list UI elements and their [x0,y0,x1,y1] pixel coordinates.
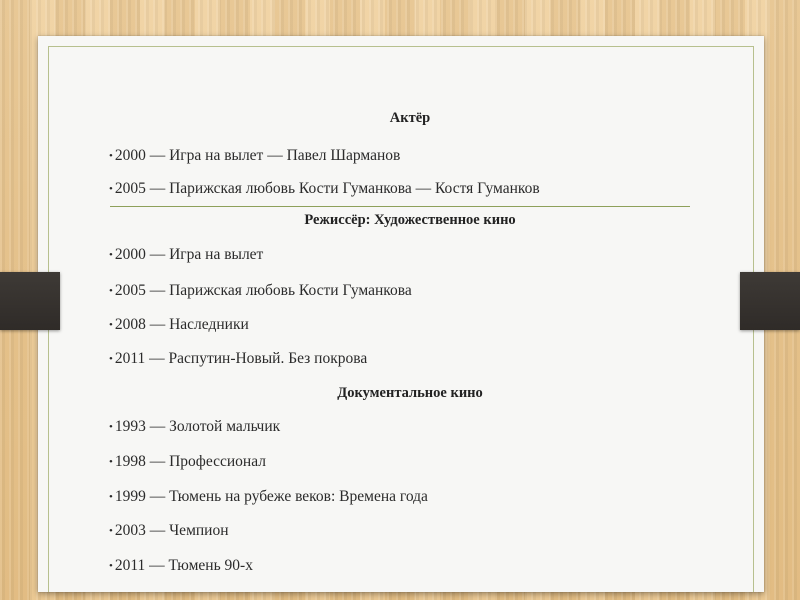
list-item [109,316,249,334]
bullet: • [109,249,113,261]
list-item-text: 1993 — Золотой мальчик [114,418,281,435]
heading-actor: Актёр [389,110,431,126]
bullet: • [109,560,113,572]
bullet: • [109,421,113,433]
bullet: • [109,285,113,297]
bullet: • [109,353,113,365]
list-item [109,282,412,300]
list-item [109,147,400,165]
list-item-text: 2005 — Парижская любовь Кости Гуманкова [114,282,412,299]
list-item [109,246,263,264]
list-item-text: 2000 — Игра на вылет [114,246,264,263]
list-item-text: 2008 — Наследники [114,316,249,333]
list-item [109,557,253,575]
bullet: • [109,491,113,503]
list-item-text: 2005 — Парижская любовь Кости Гуманкова — Костя Гуманков [114,180,540,197]
list-item [109,522,229,540]
list-item [109,488,428,506]
bullet: • [109,456,113,468]
list-item-text: 2000 — Игра на вылет — Павел Шарманов [114,147,401,164]
list-item-text: 2011 — Тюмень 90-х [114,557,253,574]
list-item [109,418,280,436]
heading-director-feature: Режиссёр: Художественное кино [304,212,516,228]
list-item-text: 1999 — Тюмень на рубеже веков: Времена года [114,488,428,505]
bullet: • [109,183,113,195]
list-item-text: 2003 — Чемпион [114,522,229,539]
bullet: • [109,525,113,537]
list-item-text: 1998 — Профессионал [114,453,266,470]
list-item [109,453,266,471]
list-item [109,180,540,198]
heading-documentary: Документальное кино [337,385,483,401]
bullet: • [109,319,113,331]
section-divider [110,206,690,207]
list-item [109,350,367,368]
list-item-text: 2011 — Распутин-Новый. Без покрова [114,350,368,367]
bullet: • [109,150,113,162]
